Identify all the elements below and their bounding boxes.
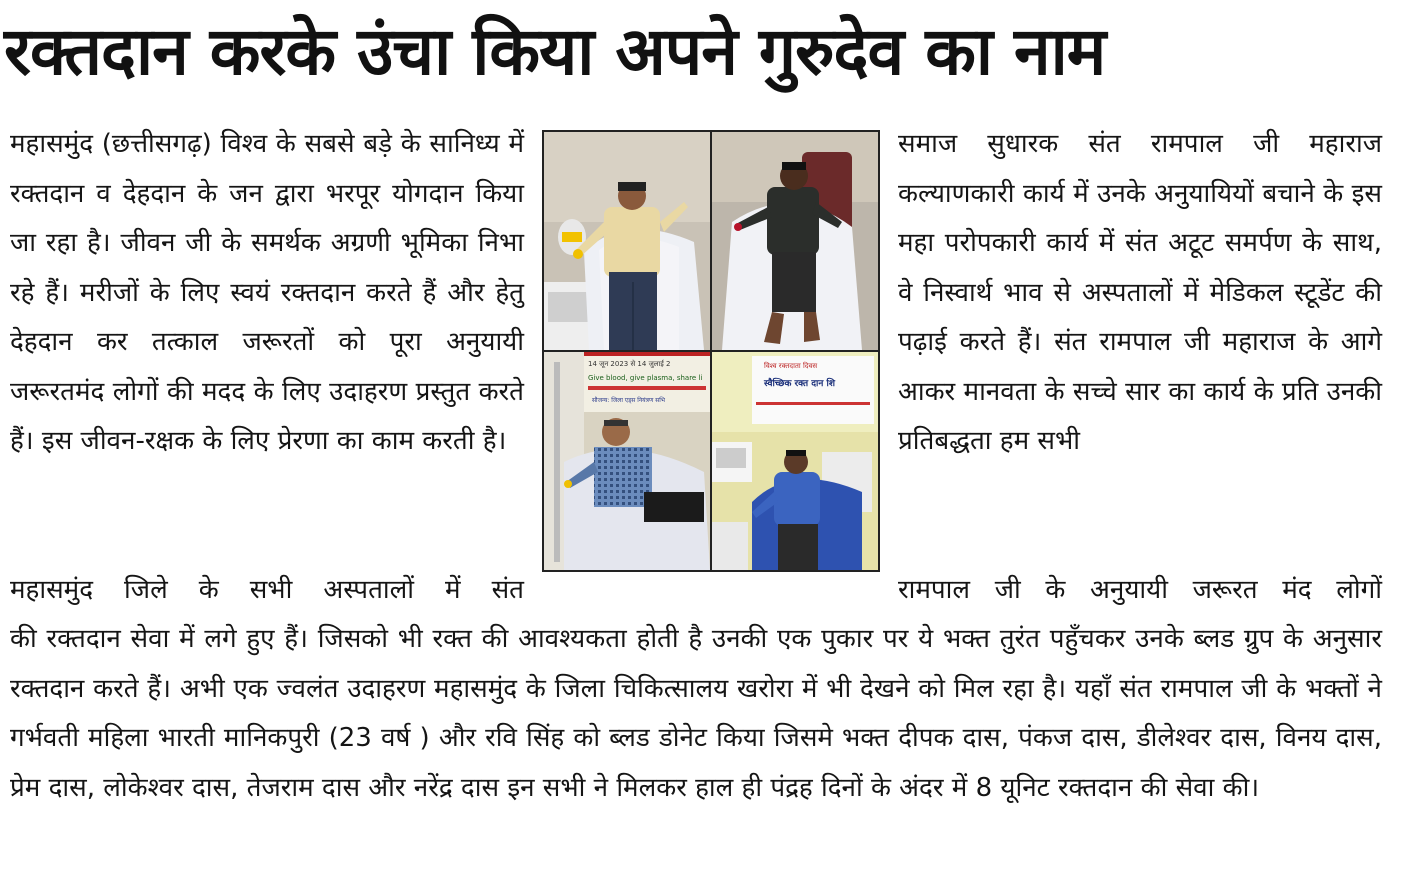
photo-donor-blue-shirt — [712, 352, 878, 570]
photo-collage — [542, 130, 880, 572]
bottom-right-line: रामपाल जी के अनुयायी जरूरत मंद लोगों — [898, 575, 1382, 605]
photo-donor-yellow-shirt — [544, 132, 710, 350]
photo-donor-checked-shirt — [544, 352, 710, 570]
banner-text-4: स्वैच्छिक रक्त दान शि — [764, 379, 835, 389]
right-column-text: समाज सुधारक संत रामपाल जी महाराज कल्याणकारी कार्य में उनके अनुयायियों बचाने के इस महा परोपकारी कार्य में संत अटूट समर्पण के साथ, वे निस्वार्थ भाव से अस्पतालों में मेडिकल स्टूडेंट की पढ़ाई करते हैं। संत रामपाल जी महाराज के आगे आकर मानवता के सच्चे सार का कार्य के प्रति उनकी प्रतिबद्धता हम सभी — [898, 129, 1382, 456]
banner-text-5: सौजन्य: जिला एड्स नियंत्रण सभि — [592, 397, 666, 404]
bottom-paragraph: की रक्तदान सेवा में लगे हुए हैं। जिसको भी रक्त की आवश्यकता होती है उनकी एक पुकार पर ये भक्त तुरंत पहुँचकर उनके ब्लड ग्रुप के अनुसार रक्तदान करते हैं। अभी एक ज्वलंत उदाहरण महासमुंद के जिला चिकित्सालय खरोरा में भी देखने को मिल रहा है। यहाँ संत रामपाल जी के भक्तों ने गर्भवती महिला भारती मानिकपुरी (23 वर्ष ) और रवि सिंह को ब्लड डोनेट किया जिसमे भक्त दीपक दास, पंकज दास, डीलेश्वर दास, विनय दास, प्रेम दास, लोकेश्वर दास, तेजराम दास और नरेंद्र दास इन सभी ने मिलकर हाल ही पंद्रह दिनों के अंदर में 8 यूनिट रक्तदान की सेवा की। — [10, 624, 1382, 803]
banner-text-2: Give blood, give plasma, share li — [588, 374, 703, 382]
banner-text-1: 14 जून 2023 से 14 जुलाई 2 — [588, 360, 671, 368]
banner-text-3: विश्व रक्तदाता दिवस — [764, 362, 818, 370]
headline: रक्तदान करके उंचा किया अपने गुरुदेव का नाम — [4, 13, 1106, 90]
photo-donor-black-shirt — [712, 132, 878, 350]
left-column-text: महासमुंद (छत्तीसगढ़) विश्व के सबसे बड़े के सानिध्य में रक्तदान व देहदान के जन द्वारा भरपूर योगदान किया जा रहा है। जीवन जी के समर्थक अग्रणी भूमिका निभा रहे हैं। मरीजों के लिए स्वयं रक्तदान करते हैं और हेतु देहदान कर तत्काल जरूरतों को पूरा अनुयायी जरूरतमंद लोगों की मदद के लिए उदाहरण प्रस्तुत करते हैं। इस जीवन-रक्षक के लिए प्रेरणा का काम करती है। — [10, 129, 524, 456]
bottom-left-line: महासमुंद जिले के सभी अस्पतालों में संत — [10, 575, 524, 605]
